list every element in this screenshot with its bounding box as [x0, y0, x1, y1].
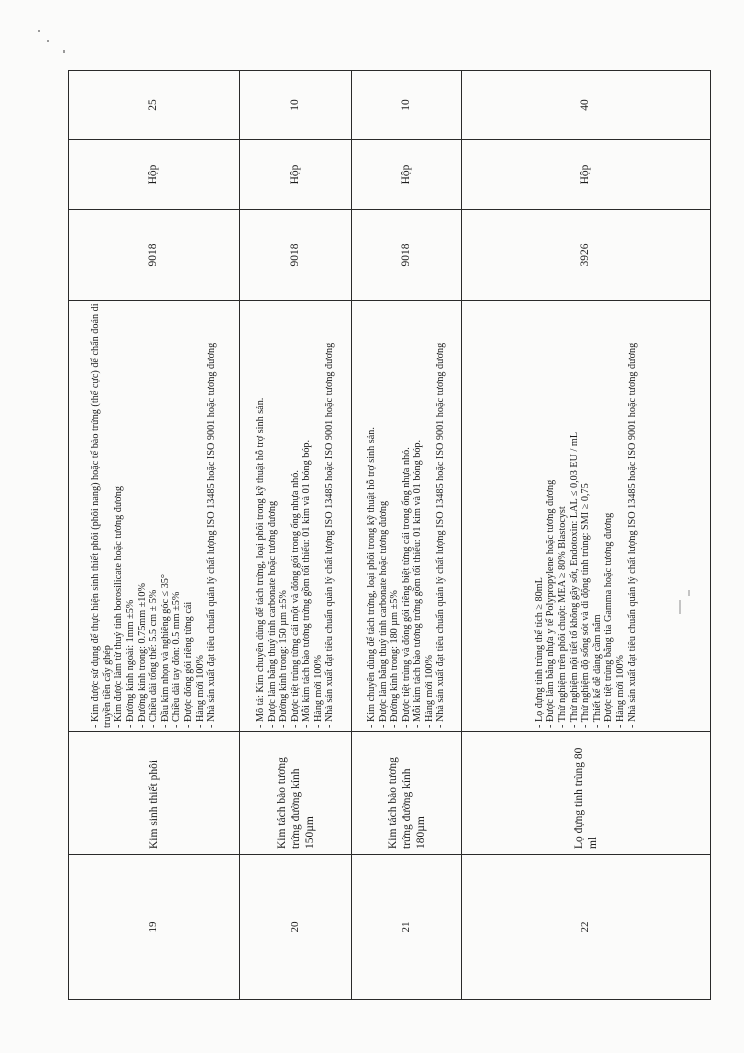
- spec-line: truyền tiền cấy ghép: [101, 645, 113, 728]
- item-specification: [240, 301, 352, 732]
- unit-of-measure: Hộp: [240, 140, 352, 210]
- spec-line: - Hàng mới 100%: [614, 654, 626, 728]
- table-row: [240, 71, 352, 1000]
- row-number: 19: [69, 855, 240, 1000]
- hs-code: 9018: [240, 210, 352, 301]
- spec-line: - Đường kính ngoài: 1mm ±5%: [125, 599, 137, 728]
- hs-code: 9018: [352, 210, 462, 301]
- spec-line: - Thử nghiệm độ sống sót và di động tinh trùng: SMI ≥ 0,75: [580, 483, 592, 728]
- spec-line: - Đường kính trong: 0.75mm ±10%: [136, 583, 148, 728]
- spec-line: - Nhà sản xuất đạt tiêu chuẩn quản lý chất lượng ISO 13485 hoặc ISO 9001 hoặc tương đương: [206, 342, 218, 728]
- spec-line: - Được tiệt trùng từng cái một và đóng gói trong ống nhựa nhỏ.: [289, 470, 301, 728]
- spec-line: - Đường kính trong: 150 µm ±5%: [278, 590, 290, 728]
- spec-line: - Mỗi kim tách bào tương trứng gồm tối thiểu: 01 kim và 01 bóng bóp.: [412, 439, 424, 728]
- spec-line: - Được tiệt trùng và đóng gói riêng biệt từng cái trong ống nhựa nhỏ.: [400, 447, 412, 728]
- spec-line: - Chiều dài tay đòn: 0.5 mm ±5%: [171, 591, 183, 728]
- item-specification: [69, 301, 240, 732]
- quantity: 40: [462, 71, 711, 140]
- table-row: [462, 71, 711, 1000]
- spec-line: - Thiết kế dễ dàng cầm nắm: [591, 614, 603, 728]
- spec-line: - Hàng mới 100%: [423, 654, 435, 728]
- item-name: Lọ đựng tinh trùng 80 ml: [462, 732, 711, 855]
- item-name: Kim sinh thiết phôi: [69, 732, 240, 855]
- procurement-spec-table: [68, 70, 711, 1000]
- row-number: 21: [352, 855, 462, 1000]
- spec-line: - Được tiệt trùng bằng tia Gamma hoặc tương đương: [603, 512, 615, 728]
- spec-line: - Lọ đựng tinh trùng thể tích ≥ 80mL: [533, 577, 545, 728]
- spec-line: - Hàng mới 100%: [312, 654, 324, 728]
- unit-of-measure: Hộp: [69, 140, 240, 210]
- quantity: 10: [352, 71, 462, 140]
- spec-line: - Mỗi kim tách bào tương trứng gồm tối thiểu: 01 kim và 01 bóng bóp.: [301, 439, 313, 728]
- spec-line: - Được làm bằng thuỷ tinh carbonate hoặc tương đương: [266, 500, 278, 728]
- spec-line: - Hàng mới 100%: [194, 654, 206, 728]
- spec-line: - Nhà sản xuất đạt tiêu chuẩn quản lý chất lượng ISO 13485 hoặc ISO 9001 hoặc tương đương: [324, 342, 336, 728]
- spec-line: - Thử nghiệm nội tiết tố không gây sốt, Endotoxin: LAL ≤ 0,03 EU / mL: [568, 431, 580, 728]
- table-row: [69, 71, 240, 1000]
- spec-line: - Kim được làm từ thuỷ tinh borosilicate hoặc tương đương: [113, 486, 125, 728]
- hs-code: 9018: [69, 210, 240, 301]
- item-name: Kim tách bào tương trứng đường kính 180µm: [352, 732, 462, 855]
- item-specification: [462, 301, 711, 732]
- scan-speck: [47, 40, 49, 42]
- spec-line: - Kim được sử dụng để thực hiện sinh thiết phôi (phôi nang) hoặc tế bào trứng (thể cực) để chẩn đoán di: [90, 303, 102, 728]
- unit-of-measure: Hộp: [352, 140, 462, 210]
- spec-line: - Thử nghiệm trên phôi chuột: MEA ≥ 80% Blastocyst: [557, 506, 569, 728]
- scan-speck: [63, 50, 65, 53]
- item-specification: [352, 301, 462, 732]
- row-number: 22: [462, 855, 711, 1000]
- spec-line: - Đầu kim nhọn và nghiêng góc ≤ 35°: [159, 574, 171, 728]
- table-body: [69, 71, 711, 1000]
- scan-speck: [38, 30, 40, 32]
- table-row: [352, 71, 462, 1000]
- item-name: Kim tách bào tương trứng đường kính 150µm: [240, 732, 352, 855]
- spec-line: - Mô tả: Kim chuyên dùng để tách trứng, loại phôi trong kỹ thuật hỗ trợ sinh sản.: [254, 397, 266, 728]
- row-number: 20: [240, 855, 352, 1000]
- rotated-table-wrapper: [68, 71, 710, 1000]
- spec-line: - Được đóng gói riêng từng cái: [182, 601, 194, 728]
- quantity: 10: [240, 71, 352, 140]
- spec-line: - Chiều dài tổng thể: 5.5 cm ± 5%: [148, 589, 160, 728]
- spec-line: - Nhà sản xuất đạt tiêu chuẩn quản lý chất lượng ISO 13485 hoặc ISO 9001 hoặc tương đương: [435, 342, 447, 728]
- spec-line: - Đường kính trong: 180 µm ±5%: [389, 590, 401, 728]
- unit-of-measure: Hộp: [462, 140, 711, 210]
- spec-line: - Được làm bằng thuỷ tinh carbonate hoặc tương đương: [377, 500, 389, 728]
- spec-line: - Kim chuyên dùng để tách trứng, loại phôi trong kỹ thuật hỗ trợ sinh sản.: [365, 427, 377, 728]
- hs-code: 3926: [462, 210, 711, 301]
- quantity: 25: [69, 71, 240, 140]
- spec-line: - Nhà sản xuất đạt tiêu chuẩn quản lý chất lượng ISO 13485 hoặc ISO 9001 hoặc tương đương: [626, 342, 638, 728]
- spec-line: - Được làm bằng nhựa y tế Polypropylene hoặc tương đương: [545, 479, 557, 728]
